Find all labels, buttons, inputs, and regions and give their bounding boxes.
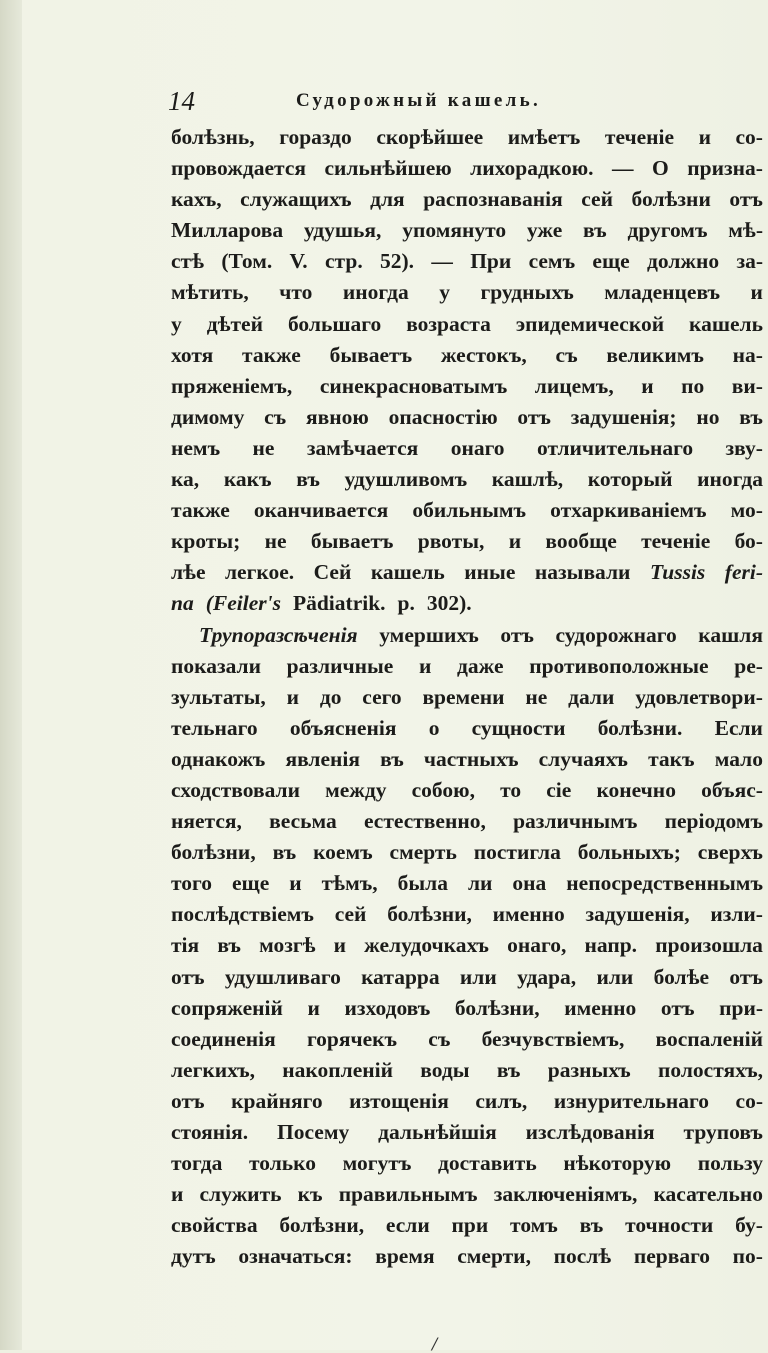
text-line [171,1148,763,1179]
word: кашля [698,622,763,647]
word: Если [714,715,763,740]
text-line [171,246,763,277]
word: горячекъ [306,1026,398,1051]
word: зву- [725,435,763,460]
word: кахъ, [171,187,222,212]
word: болѣе [653,964,710,989]
word: хотя [171,342,214,367]
word: въ [296,467,320,492]
word: именно [492,902,565,927]
word: задушенія; [570,404,677,429]
word: лицемъ, [534,373,614,398]
word: эпидемической [515,311,665,336]
word: и [418,653,432,678]
word: отъ [171,1088,205,1113]
word: бываетъ [310,529,394,554]
word: (Feiler's [205,591,281,616]
word: касательно [653,1182,763,1207]
word: соединенія [171,1026,276,1051]
word: коемъ [313,840,373,865]
word: сей [334,902,367,927]
word: болѣзни, [454,995,540,1020]
word: бу- [735,1213,763,1238]
word: труповъ [683,1120,763,1144]
word: болѣзни [631,187,711,212]
word: удара, [517,964,577,989]
word: изнурительнаго [553,1088,709,1113]
word: на- [732,342,763,367]
page-number: 14 [168,86,195,116]
word: полостяхъ, [658,1057,763,1082]
text-line [171,588,763,619]
word: естественно, [363,809,486,834]
word: или [459,964,497,989]
text-line [171,806,763,837]
word: постигла [473,840,561,865]
word: именно [564,995,637,1020]
word: служащихъ [240,187,352,212]
word: и [289,871,302,896]
text-line [171,277,763,308]
word: свойства [171,1213,258,1238]
word: у [171,311,182,336]
word: О [652,156,669,181]
word: обильнымъ [412,498,527,523]
word: перваго [633,1244,711,1269]
word: противоположные [529,653,709,678]
word: тія [171,933,200,958]
word: болѣзни, [171,840,256,865]
running-title: Судорожный кашель. [296,90,542,111]
word: другомъ [627,218,708,243]
word: такъ [648,746,695,771]
word: въ [496,1057,521,1082]
word: между [325,777,387,802]
text-line [171,526,763,557]
word: при- [719,995,763,1020]
text-line [171,402,763,433]
text-line [171,962,763,993]
word: могутъ [342,1151,412,1176]
word: въ [380,746,404,771]
word: Посему [277,1120,350,1144]
word: имѣетъ [507,125,581,149]
word: Tussis [649,560,706,585]
word: случаяхъ [538,746,628,771]
word: болѣзни. [597,715,683,740]
word: ви- [731,373,763,398]
word: болѣзнь, [171,125,255,149]
word: о [428,715,440,740]
word: объясненія [289,715,397,740]
word: накопленій [282,1057,393,1082]
word: димому [171,404,245,429]
word: Милларова [171,218,284,243]
word: съ [428,1026,451,1051]
word: 302). [426,591,472,616]
word: легкое. [225,560,295,585]
word: замѣчается [306,435,419,460]
word: кашлѣ, [491,467,564,492]
word: воспаленій [655,1026,763,1051]
word: при [451,1213,489,1238]
text-line [171,744,763,775]
word: отъ [660,995,695,1020]
word: послѣ [553,1244,612,1269]
word: легкихъ, [171,1057,255,1082]
word: сверхъ [697,840,763,865]
word: и [286,684,299,709]
word: или [596,964,634,989]
word: не [252,435,275,460]
text-line [171,868,763,899]
word: отхаркиваніемъ [550,498,707,523]
footer-mark: / [432,1334,438,1353]
text-line [171,371,763,402]
word: въ [272,840,297,865]
word: объяс- [701,777,763,802]
word: кашель [370,560,445,585]
word: младенцевъ [604,280,721,305]
word: мѣ- [728,218,763,243]
word: но [696,404,720,429]
text-line [171,122,763,153]
word: сущности [471,715,566,740]
word: стоянія. [171,1120,249,1144]
word: семъ [528,249,576,274]
word: смерти, [457,1244,531,1269]
text-line [171,713,763,744]
word: сей [581,187,613,212]
text-line [171,184,763,215]
word: гораздо [279,125,352,149]
word: по- [732,1244,763,1269]
text-line [171,557,763,588]
word: сильнѣйшею [324,156,452,181]
word: должно [646,249,720,274]
word: дальнѣйшія [378,1120,497,1144]
word: собою, [411,777,475,802]
word: опасностію [388,404,498,429]
word: съ [555,342,578,367]
word: времени [422,684,505,709]
word: отъ [729,964,763,989]
word: тогда [171,1151,223,1176]
word: рвоты, [417,529,485,554]
word: онаго, [507,933,567,958]
word: отъ [517,404,551,429]
text-line [171,620,763,651]
word: томъ [510,1213,558,1238]
word: синекрасноватымъ [319,373,508,398]
word: мозгѣ [259,933,316,958]
word: напр. [584,933,638,958]
word: только [249,1151,317,1176]
word: мало [714,746,763,771]
word: изслѣдованія [525,1120,655,1144]
word: время [375,1244,435,1269]
word: въ [583,218,607,243]
word: отъ [500,622,534,647]
word: провождается [171,156,306,181]
word: заключеніямъ, [493,1182,638,1207]
word: грудныхъ [480,280,574,305]
word: для [370,187,405,212]
word: иногда [342,280,409,305]
word: со- [735,1088,763,1113]
text-line [171,433,763,464]
word: нѣкоторую [563,1151,672,1176]
word: различнымъ [513,809,638,834]
word: стѣ [171,249,205,274]
word: сего [362,684,402,709]
word: со- [735,125,763,149]
word: задушенія, [585,902,690,927]
word: скорѣйшее [376,125,484,149]
word: изли- [710,902,763,927]
text-line [171,682,763,713]
word: Сей [313,560,352,585]
text-line [171,651,763,682]
text-line [171,1117,763,1148]
word: сіе [546,777,572,802]
word: немъ [171,435,221,460]
word: крайняго [231,1088,323,1113]
word: уже [526,218,563,243]
word: лихорадкою. [470,156,594,181]
word: періодомъ [664,809,763,834]
word: дѣтей [206,311,263,336]
word: тельнаго [171,715,258,740]
word: удушья, [303,218,382,243]
text-line [171,993,763,1024]
word: съ [264,404,287,429]
text-line [171,1210,763,1241]
text-line [171,495,763,526]
word: изходовъ [344,995,431,1020]
word: который [587,467,673,492]
word: и [171,1182,184,1207]
word: послѣдствіемъ [171,902,314,927]
word: распознаванія [423,187,563,212]
word: 52). [380,249,415,274]
word: Pädiatrik. [292,591,386,616]
word: кроты; [171,529,241,554]
text-line [171,309,763,340]
text-line [171,215,763,246]
word: доставить [438,1151,537,1176]
word: еще [592,249,630,274]
word: тѣмъ, [321,871,378,896]
word: разныхъ [547,1057,631,1082]
word: различные [286,653,394,678]
word: отъ [171,964,205,989]
word: показали [171,653,261,678]
word: теченіе [641,529,711,554]
word: ли [467,871,493,896]
word: отличительнаго [536,435,694,460]
word: однакожъ [171,746,266,771]
word: правильнымъ [338,1182,478,1207]
word: удушливомъ [344,467,468,492]
body-text [171,122,763,1272]
word: произошла [655,933,763,958]
word: не [525,684,548,709]
word: V. [289,249,308,274]
word: за- [736,249,763,274]
word: няется, [171,809,242,834]
word: лѣе [171,560,206,585]
word: feri- [724,560,763,585]
word: если [385,1213,430,1238]
word: силъ, [475,1088,528,1113]
word: При [470,249,512,274]
word: мѣтить, [171,280,249,305]
word: возраста [406,311,491,336]
word: мо- [730,498,763,523]
word: до [319,684,342,709]
word: къ [297,1182,323,1207]
word: катарра [361,964,440,989]
word: na [171,591,194,616]
word: ре- [734,653,763,678]
word: стр. [325,249,363,274]
word: и [750,280,763,305]
word: великимъ [606,342,704,367]
word: (Том. [221,249,273,274]
word: ка, [171,467,200,492]
word: умершихъ [379,622,479,647]
word: въ [217,933,241,958]
word: и [641,373,654,398]
word: что [279,280,313,305]
word: какъ [223,467,272,492]
word: пользу [697,1151,763,1176]
word: — [431,249,453,274]
word: изтощенія [349,1088,449,1113]
word: упомянуто [402,218,507,243]
word: явною [305,404,369,429]
word: болѣзни, [279,1213,365,1238]
word: не [264,529,287,554]
word: служить [199,1182,282,1207]
word: вообще [545,529,617,554]
word: была [397,871,448,896]
text-line [171,837,763,868]
word: сопряженій [171,995,283,1020]
word: пряженіемъ, [171,373,293,398]
text-line [171,1179,763,1210]
word: отъ [729,187,763,212]
word: и [333,933,347,958]
word: судорожнаго [555,622,677,647]
word: конечно [596,777,676,802]
word: называли [534,560,631,585]
word: у [439,280,450,305]
word: того [171,871,213,896]
word: также [171,498,230,523]
text-line [171,1024,763,1055]
word: болѣзни, [387,902,472,927]
word: бываетъ [329,342,413,367]
word: зультаты, [171,684,266,709]
word: даже [457,653,504,678]
word: дутъ [171,1244,216,1269]
page-header [168,86,648,118]
word: больныхъ; [577,840,681,865]
text-line [171,775,763,806]
word: весьма [269,809,337,834]
word: еще [232,871,270,896]
word: смерть [389,840,457,865]
word: иные [464,560,516,585]
page-binding-shadow [0,0,22,1350]
word: большаго [287,311,382,336]
word: частныхъ [423,746,519,771]
word: кашель [689,311,763,336]
word: и [508,529,522,554]
word: означаться: [238,1244,353,1269]
word: сходствовали [171,777,300,802]
word: Трупоразсѣченія [199,622,358,647]
word: непосредственнымъ [566,871,763,896]
word: явленія [285,746,360,771]
text-line [171,1241,763,1272]
word: иногда [697,467,763,492]
word: воды [420,1057,470,1082]
word: желудочкахъ [364,933,489,958]
word: по [681,373,705,398]
text-line [171,930,763,961]
word: также [242,342,301,367]
word: въ [739,404,763,429]
word: удушливаго [224,964,341,989]
text-line [171,1055,763,1086]
word: и [698,125,711,149]
word: точности [625,1213,714,1238]
word: жестокъ, [440,342,527,367]
word: она [512,871,547,896]
word: бо- [734,529,763,554]
text-line [171,899,763,930]
word: и [307,995,320,1020]
text-line [171,340,763,371]
word: въ [579,1213,604,1238]
word: дали [568,684,615,709]
word: удовлетвори- [635,684,763,709]
word: — [612,156,634,181]
text-line [171,1086,763,1117]
word: p. [397,591,415,616]
word: призна- [687,156,763,181]
word: оканчивается [253,498,389,523]
word: то [500,777,522,802]
text-line [171,153,763,184]
text-line [171,464,763,495]
word: онаго [450,435,505,460]
word: безчувствіемъ, [481,1026,625,1051]
word: теченіе [604,125,675,149]
